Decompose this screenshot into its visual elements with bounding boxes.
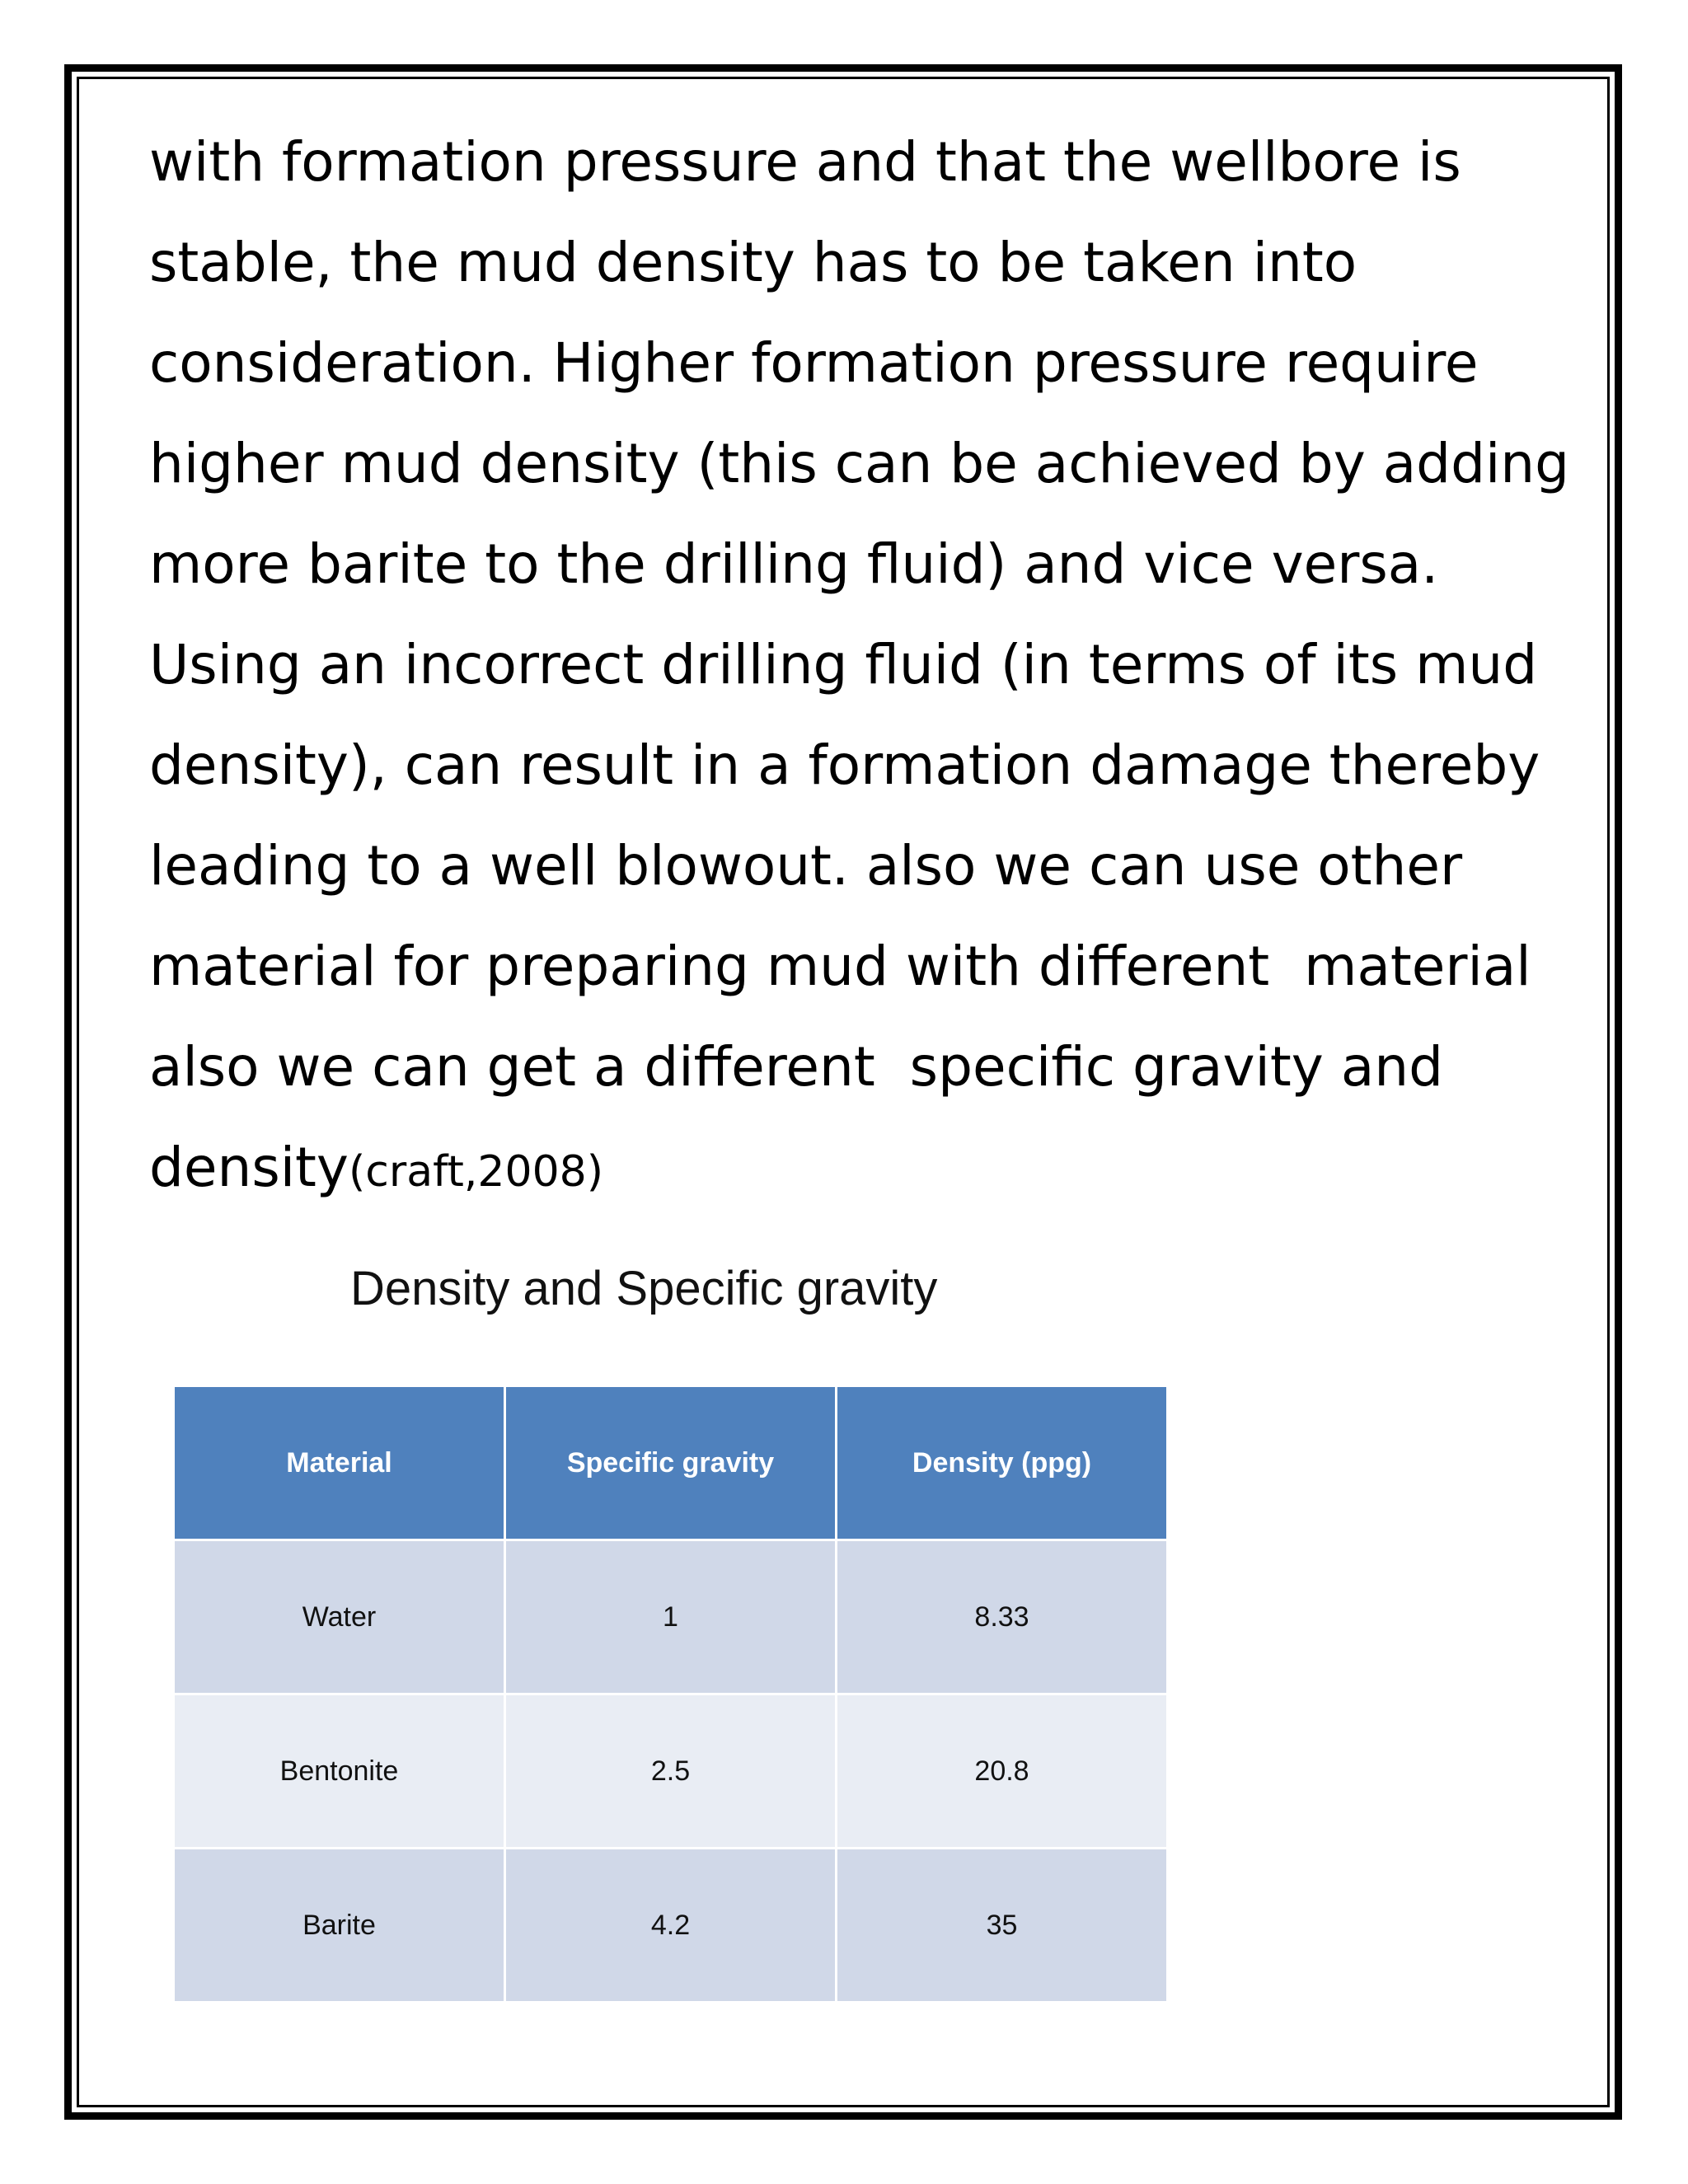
paragraph-line: also we can get a different specific gravity and [149,1035,1443,1099]
paragraph-line: density), can result in a formation damage thereby [149,733,1540,797]
paragraph-line: Using an incorrect drilling fluid (in terms of its mud [149,633,1538,696]
header-density: Density (ppg) [837,1386,1168,1540]
paragraph-last-line [149,1118,1600,1222]
header-material: Material [174,1386,505,1540]
cell-specific-gravity: 4.2 [505,1849,837,2003]
cell-density: 35 [837,1849,1168,2003]
paragraph-line: stable, the mud density has to be taken into [149,231,1357,294]
citation: (craft,2008) [349,1147,604,1197]
table-caption: Density and Specific gravity [350,1262,938,1315]
paragraph-line: higher mud density (this can be achieved by adding [149,432,1570,495]
cell-density: 8.33 [837,1540,1168,1694]
density-table [172,1385,1169,2004]
table-row [174,1849,1168,2003]
paragraph-line: consideration. Higher formation pressure require [149,331,1479,395]
cell-specific-gravity: 2.5 [505,1694,837,1849]
paragraph-line: with formation pressure and that the wellbore is [149,130,1461,194]
paragraph-line: material for preparing mud with different material [149,935,1531,998]
paragraph-line: leading to a well blowout. also we can use other [149,834,1463,898]
body-paragraph [149,112,1600,1222]
paragraph-last-word: density [149,1136,349,1199]
paragraph-line: more barite to the drilling fluid) and vice versa. [149,532,1439,596]
cell-material: Barite [174,1849,505,2003]
cell-density: 20.8 [837,1694,1168,1849]
table-row [174,1540,1168,1694]
table-header-row [174,1386,1168,1540]
cell-material: Bentonite [174,1694,505,1849]
table-row [174,1694,1168,1849]
header-specific-gravity: Specific gravity [505,1386,837,1540]
cell-material: Water [174,1540,505,1694]
cell-specific-gravity: 1 [505,1540,837,1694]
